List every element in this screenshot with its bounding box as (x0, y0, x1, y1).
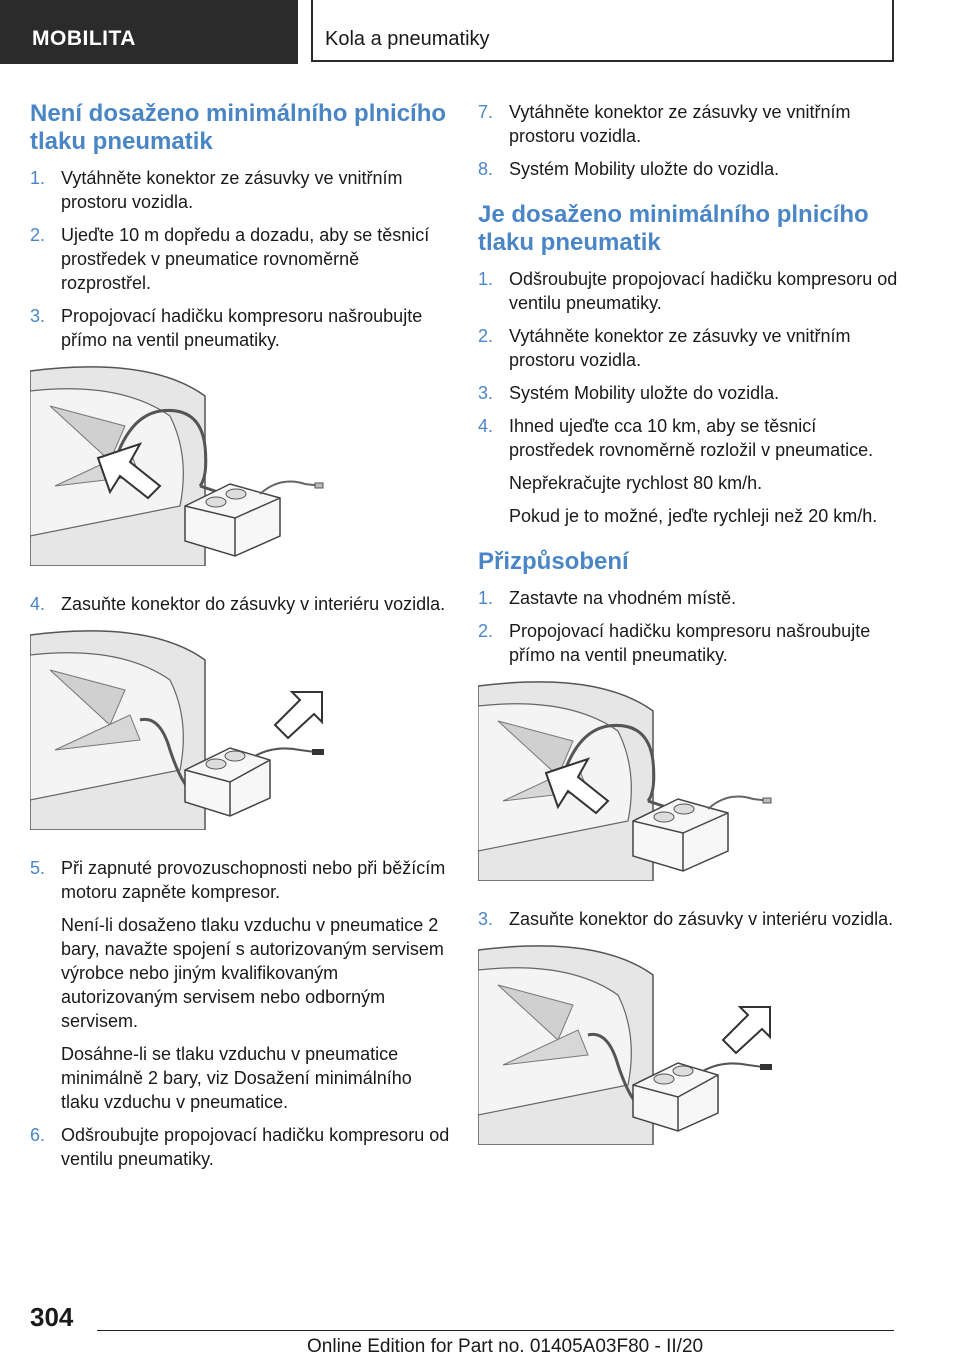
socket-arrow-illustration (30, 630, 330, 830)
step-note: Dosáhne-li se tlaku vzduchu v pneumatice minimálně 2 bary, viz Dosažení minimálního tlaku vzduchu v pneumatice. (61, 1044, 412, 1112)
list-item (478, 324, 903, 372)
section-tab (0, 0, 298, 64)
right-column (478, 100, 903, 1171)
list-item (478, 267, 903, 315)
step-number: 6. (30, 1125, 46, 1145)
section-title: MOBILITA (32, 27, 136, 50)
step-number: 2. (478, 621, 494, 641)
tire-valve-illustration (30, 366, 330, 566)
step-number: 3. (478, 909, 494, 929)
step-number: 1. (478, 588, 494, 608)
step-text: Vytáhněte konektor ze zásuvky ve vnitřním prostoru vozidla. (61, 168, 403, 212)
step-text: Propojovací hadičku kompresoru našroubujte přímo na ventil pneumatiky. (509, 621, 871, 665)
step-text: Odšroubujte propojovací hadičku kompresoru od ventilu pneumatiky. (61, 1125, 450, 1169)
step-text: Zasuňte konektor do zásuvky v interiéru vozidla. (509, 909, 894, 929)
heading-not-reached: Není dosaženo minimálního plnicího tlaku pneumatik (30, 100, 447, 155)
step-note: Pokud je to možné, jeďte rychleji než 20 km/h. (509, 506, 878, 526)
step-text: Zastavte na vhodném místě. (509, 588, 737, 608)
step-text: Vytáhněte konektor ze zásuvky ve vnitřním prostoru vozidla. (509, 102, 851, 146)
step-number: 4. (478, 416, 494, 436)
step-text: Vytáhněte konektor ze zásuvky ve vnitřním prostoru vozidla. (509, 326, 851, 370)
heading-adjustment: Přizpůsobení (478, 548, 629, 575)
list-item (478, 381, 903, 405)
step-number: 2. (478, 326, 494, 346)
step-text: Ihned ujeďte cca 10 km, aby se těsnicí prostředek rovnoměrně rozložil v pneumatice. (509, 416, 874, 460)
step-text: Zasuňte konektor do zásuvky v interiéru vozidla. (61, 594, 446, 614)
step-note: Nepřekračujte rychlost 80 km/h. (509, 473, 763, 493)
step-number: 3. (30, 306, 46, 326)
step-text: Systém Mobility uložte do vozidla. (509, 383, 780, 403)
list-item (30, 223, 450, 295)
step-text: Systém Mobility uložte do vozidla. (509, 159, 780, 179)
step-text: Při zapnuté provozuschopnosti nebo při běžícím motoru zapněte kompresor. (61, 858, 446, 902)
socket-arrow-illustration (478, 945, 778, 1145)
list-item (478, 907, 903, 931)
list-item (30, 166, 450, 214)
list-item (478, 100, 903, 148)
step-number: 5. (30, 858, 46, 878)
footer-divider (97, 1330, 894, 1331)
step-note: Není-li dosaženo tlaku vzduchu v pneumatice 2 bary, navažte spojení s autorizovaným servisem výrobce nebo jiným kvalifikovaným autorizovaným servisem nebo odborným servisem. (61, 915, 444, 1031)
step-text: Propojovací hadičku kompresoru našroubujte přímo na ventil pneumatiky. (61, 306, 423, 350)
tire-valve-illustration (478, 681, 778, 881)
step-number: 8. (478, 159, 494, 179)
step-text: Ujeďte 10 m dopředu a dozadu, aby se těsnicí prostředek v pneumatice rovnoměrně rozprostřel. (61, 225, 430, 293)
step-number: 2. (30, 225, 46, 245)
step-number: 7. (478, 102, 494, 122)
list-item (30, 1123, 450, 1171)
footer-edition: Online Edition for Part no. 01405A03F80 - II/20 (307, 1336, 704, 1357)
list-item (478, 586, 903, 610)
list-item (478, 619, 903, 667)
step-number: 1. (478, 269, 494, 289)
step-text: Odšroubujte propojovací hadičku kompresoru od ventilu pneumatiky. (509, 269, 898, 313)
chapter-tab (311, 0, 894, 62)
step-number: 3. (478, 383, 494, 403)
step-number: 1. (30, 168, 46, 188)
step-number: 4. (30, 594, 46, 614)
list-item (478, 414, 903, 462)
left-column (30, 100, 450, 1180)
list-item (30, 304, 450, 352)
list-item (30, 592, 450, 616)
page-number: 304 (30, 1302, 74, 1332)
list-item (30, 856, 450, 904)
list-item (478, 157, 903, 181)
heading-reached: Je dosaženo minimálního plnicího tlaku pneumatik (478, 201, 869, 256)
chapter-title: Kola a pneumatiky (325, 28, 490, 50)
